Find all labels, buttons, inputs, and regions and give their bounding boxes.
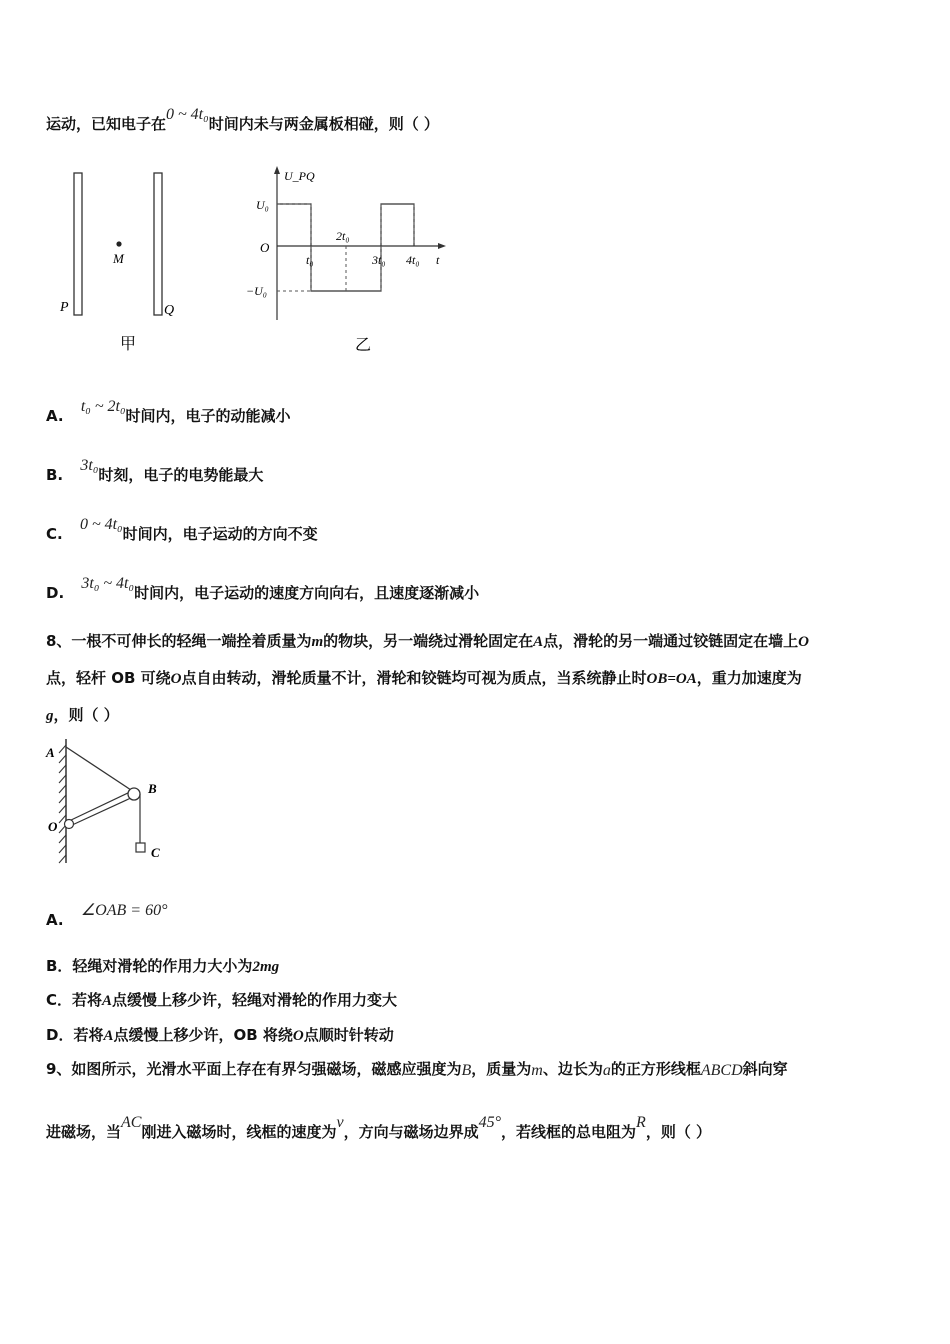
caption-yi: 乙	[355, 335, 372, 354]
q8-option-d-post: 点顺时针转动	[303, 1026, 394, 1044]
label-u0: U₀	[256, 198, 269, 212]
q8-option-b-text: B．轻绳对滑轮的作用力大小为	[46, 957, 253, 975]
q7-option-c-text: 时间内，电子运动的方向不变	[122, 525, 318, 543]
label-neg-u0: −U₀	[246, 284, 267, 298]
q8-option-b	[46, 956, 279, 977]
x-axis-arrow	[438, 243, 446, 249]
plate-p	[74, 173, 82, 315]
rod-ob-1	[69, 791, 132, 821]
q7-option-d	[46, 575, 480, 604]
q8-line-2	[46, 668, 802, 689]
label-4t0: 4t₀	[406, 253, 420, 267]
q9-l2-text-c: ，方向与磁场边界成	[343, 1123, 479, 1141]
intro-line	[46, 106, 439, 135]
q8-l1-mid: 的物块，另一端绕过滑轮固定在	[323, 632, 534, 650]
q7-option-c	[46, 516, 318, 545]
q8-option-c-a: A	[102, 993, 113, 1009]
q8-l3-post: ，则（ ）	[53, 706, 119, 724]
label-p: P	[60, 300, 69, 315]
q8-option-a-math: ∠OAB = 60°	[80, 902, 168, 919]
pulley-b	[128, 788, 140, 800]
q9-l1-a: 9、如图所示，光滑水平面上存在有界匀强磁场，磁感应强度为	[46, 1060, 462, 1078]
q8-option-c	[46, 990, 397, 1011]
q9-l1-text-c: 、边长为	[542, 1060, 603, 1078]
q8-option-d-pre: D．若将	[46, 1026, 104, 1044]
label-3t0: 3t₀	[372, 253, 386, 267]
q7-option-d-letter: D.	[46, 584, 65, 602]
q8-option-d-mid: 点缓慢上移少许，OB 将绕	[113, 1026, 293, 1044]
q8-l1-o: O	[798, 634, 810, 650]
q8-l2-o: O	[170, 671, 182, 687]
q8-option-d	[46, 1025, 394, 1046]
q8-l2-post: ，重力加速度为	[696, 669, 802, 687]
hinge-o	[65, 820, 74, 829]
q9-l2-text-b: 刚进入磁场时，线框的速度为	[141, 1123, 337, 1141]
intro-pre: 运动，已知电子在	[46, 115, 167, 133]
rod-ob-2	[70, 797, 133, 826]
wall-hatching	[59, 745, 66, 863]
q8-option-d-o: O	[292, 1028, 304, 1044]
q7-option-b	[46, 457, 264, 486]
q7-option-a-letter: A.	[46, 407, 64, 425]
q9-l2-text-e: ，则（ ）	[645, 1123, 712, 1141]
q9-l2-text-d: ，若线框的总电阻为	[501, 1123, 637, 1141]
q8-line-3	[46, 705, 119, 726]
q8-l1-a: A	[533, 634, 544, 650]
q7-option-b-text: 时刻，电子的电势能最大	[98, 466, 264, 484]
label-q: Q	[164, 303, 175, 318]
figure-yi	[240, 160, 460, 360]
q9-l1-text-e: 斜向穿	[742, 1060, 788, 1078]
q8-l1-m: m	[311, 634, 324, 650]
q8-line-1	[46, 631, 809, 652]
fig-label-c: C	[151, 845, 160, 860]
q9-line-1	[46, 1059, 788, 1080]
q8-option-c-pre: C．若将	[46, 991, 103, 1009]
q9-l2-v: v	[336, 1114, 344, 1131]
q9-l2-a: 进磁场，当	[46, 1123, 122, 1141]
q8-l3-g: g	[46, 708, 54, 724]
q7-option-b-letter: B.	[46, 466, 64, 484]
q8-l1-mid2: 点，滑轮的另一端通过铰链固定在墙上	[543, 632, 799, 650]
q8-option-a	[46, 902, 168, 931]
figure-jia	[50, 165, 200, 360]
q7-option-a-text: 时间内，电子的动能减小	[125, 407, 291, 425]
q7-option-a-math: t₀ ~ 2t₀	[80, 398, 126, 415]
q7-option-a	[46, 398, 291, 427]
q8-option-d-a: A	[103, 1028, 114, 1044]
fig-label-o: O	[48, 819, 58, 834]
q8-option-c-post: 点缓慢上移少许，轻绳对滑轮的作用力变大	[112, 991, 398, 1009]
q8-figure	[40, 735, 180, 870]
fig-label-b: B	[148, 781, 157, 796]
point-m	[116, 241, 121, 246]
y-axis-arrow	[274, 166, 280, 174]
q9-l2-r: R	[636, 1114, 646, 1131]
q7-option-c-math: 0 ~ 4t₀	[79, 516, 123, 533]
q7-option-d-math: 3t₀ ~ 4t₀	[81, 575, 135, 592]
intro-math: 0 ~ 4t₀	[166, 106, 209, 123]
caption-jia: 甲	[120, 334, 137, 353]
q9-l1-b: B	[461, 1062, 472, 1079]
q9-line-2	[46, 1114, 712, 1143]
label-origin: O	[260, 240, 270, 255]
q7-option-d-text: 时间内，电子运动的速度方向向右，且速度逐渐减小	[134, 584, 480, 602]
q9-l2-angle: 45°	[478, 1114, 502, 1131]
q9-l1-text-d: 的正方形线框	[610, 1060, 701, 1078]
q8-l2-mid: 点自由转动，滑轮质量不计，滑轮和铰链均可视为质点，当系统静止时	[181, 669, 647, 687]
q9-l1-abcd: ABCD	[700, 1062, 743, 1079]
label-t0: t₀	[306, 253, 314, 267]
q9-l2-ac: AC	[121, 1114, 142, 1131]
q9-l1-a-var: a	[602, 1062, 611, 1079]
block-c	[136, 843, 145, 852]
q8-l1-pre: 8、一根不可伸长的轻绳一端拴着质量为	[46, 632, 312, 650]
rope-ab	[66, 747, 134, 792]
intro-post: 时间内未与两金属板相碰，则（ ）	[208, 115, 439, 133]
q8-option-b-val: 2mg	[252, 959, 280, 975]
q9-l1-m: m	[531, 1062, 543, 1079]
q8-option-a-letter: A.	[46, 911, 64, 929]
label-t: t	[436, 253, 440, 267]
label-upq: U_PQ	[284, 169, 315, 183]
q9-l1-text-b: ，质量为	[471, 1060, 532, 1078]
fig-label-a: A	[46, 745, 55, 760]
label-2t0: 2t₀	[336, 229, 350, 243]
q8-l2-oboa: OB=OA	[646, 671, 697, 687]
label-m: M	[113, 251, 124, 266]
q7-option-c-letter: C.	[46, 525, 63, 543]
q7-option-b-math: 3t₀	[80, 457, 99, 474]
q8-l2-pre: 点，轻杆 OB 可绕	[46, 669, 171, 687]
plate-q	[154, 173, 162, 315]
